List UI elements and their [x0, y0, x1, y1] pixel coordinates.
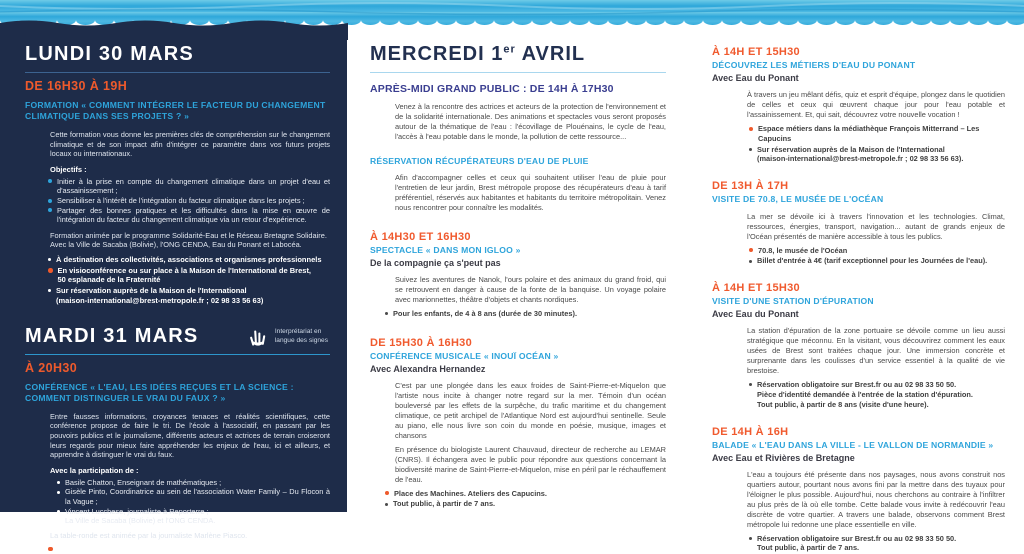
participant-item: [57, 516, 330, 526]
info-line: En visioconférence ou sur place à la Maison de l'International de Brest,: [57, 265, 312, 275]
objective-item: [48, 206, 330, 225]
info-line: 50 esplanade de la Fraternité: [57, 275, 161, 285]
info-line: (maison-international@brest-metropole.fr ; 02 98 33 56 63): [56, 296, 264, 306]
venue-text: Auditorium d'Océanopolis. Accès bus ligne 3 arrêt Océanopolis.: [57, 544, 287, 554]
bullet-dot-icon: [57, 510, 60, 513]
igloo-time: À 14H30 ET 16H30: [370, 230, 471, 243]
event-organizer: Avec Eau et Rivières de Bretagne: [712, 452, 855, 463]
participants-list: [57, 478, 330, 526]
event-body: La station d'épuration de la zone portuaire se dévoile comme un lieu aussi stratégique que méconnu. En la visitant, vous découvrirez comment les eaux usées de Brest sont traitées chaque jour. Une immersion concrète et surprenante dans les coulisses d'un service essentiel à la qualité de vie brestoise.: [747, 326, 1005, 376]
event-time: À 14H ET 15H30: [712, 282, 800, 295]
inoui-artist: Avec Alexandra Hernandez: [370, 363, 486, 374]
bullet-dot-icon: [749, 383, 752, 386]
day-title-monday: LUNDI 30 MARS: [25, 43, 194, 65]
bullet-dot-icon: [749, 148, 752, 151]
inoui-heading: CONFÉRENCE MUSICALE « INOUÏ OCÉAN »: [370, 350, 559, 361]
igloo-company: De la compagnie ça s'peut pas: [370, 258, 501, 269]
tuesday-intro: Entre fausses informations, croyances tenaces et réalités scientifiques, cette conférence propose de faire le tri. De l'école à l'associatif, en passant par les pouvoirs publics et le journalisme, différents acteurs et actrices de terrain croiseront leurs regards pour mieux faire appréhender les enjeux de l'eau, ici et ailleurs, et apprendre à distinguer le vrai du faux.: [50, 411, 330, 460]
bullet-dot-icon: [48, 268, 53, 273]
participants-label: Avec la participation de :: [50, 465, 139, 475]
bullet-line: Sur réservation auprès de la Maison de l'International: [757, 144, 945, 154]
bullet-dot-icon: [385, 312, 388, 315]
tuesday-time: À 20H30: [25, 360, 78, 375]
monday-info-list: [48, 255, 330, 306]
event-bullets: [749, 246, 1005, 267]
bullet-text: Place des Machines. Ateliers des Capucins.: [394, 488, 547, 498]
bullet-text: 70.8, le musée de l'Océan: [758, 245, 848, 255]
inoui-bullets: [385, 489, 666, 510]
left-panel: [0, 28, 347, 554]
objective-text: Initier à la prise en compte du changement climatique dans un projet d'eau et d'assainissement ;: [57, 176, 330, 196]
bullet-item: [749, 145, 1005, 165]
divider-tuesday: [25, 354, 330, 355]
participant-text: Basile Chatton, Enseignant de mathématiques ;: [65, 477, 222, 487]
info-item: [48, 544, 330, 554]
event-bullets: [749, 124, 1005, 164]
bullet-dot-icon: [48, 199, 52, 203]
event-time: DE 14H À 16H: [712, 425, 789, 438]
monday-intro: Cette formation vous donne les premières clés de compréhension sur le changement climatique et de son impact afin d'intégrer ce paramètre dans vos futurs projets locaux ou internationaux.: [50, 129, 330, 159]
bullet-item: [749, 534, 1005, 554]
bullet-dot-icon: [385, 503, 388, 506]
water-band-decoration: [0, 0, 1024, 44]
water-wave-svg: [0, 0, 1024, 44]
event-bullets: [749, 380, 1005, 409]
info-line: Sur réservation auprès de la Maison de l'International: [56, 286, 247, 296]
igloo-bullets: [385, 309, 666, 319]
event-heading: DÉCOUVREZ LES MÉTIERS D'EAU DU PONANT: [712, 60, 916, 71]
bullet-line: Tout public, à partir de 8 ans (visite d'une heure).: [757, 399, 929, 409]
bullet-dot-icon: [48, 179, 52, 183]
bullet-dot-icon: [749, 537, 752, 540]
inoui-body-1: C'est par une plongée dans les eaux froides de Saint-Pierre-et-Miquelon que l'artiste nous incite à changer notre regard sur la mer. Témoin d'un océan bouleversé par les effets de la surpêche, du trafic maritime et du changement climatique, ce petit archipel de l'Atlantique Nord est aujourd'hui sentinelle. Seule au piano, elle nous livre son coin du monde en poésie, musique, images et chansons: [395, 380, 666, 440]
bullet-dot-icon: [48, 258, 51, 261]
bullet-dot-icon: [385, 491, 389, 495]
bullet-item: [385, 499, 666, 509]
objective-text: Sensibiliser à l'intérêt de l'intégration du facteur climatique dans les projets ;: [57, 195, 305, 205]
bullet-item: [749, 124, 1005, 144]
objective-item: [48, 196, 330, 206]
igloo-body: Suivez les aventures de Nanok, l'ours polaire et des animaux du grand froid, qui se retrouvent en danger à cause de la fonte de la banquise. Un voyage polaire avec marionnettes, théâtre d'objets et chants nordiques.: [395, 274, 666, 304]
tuesday-event-heading: CONFÉRENCE « L'EAU, LES IDÉES REÇUES ET LA SCIENCE : COMMENT DISTINGUER LE VRAI DU FAUX ? »: [25, 381, 294, 404]
monday-animated-by: Formation animée par le programme Solidarité-Eau et le Réseau Bretagne Solidaire. Avec la Ville de Sacaba (Bolivie), l'ONG CENDA, Eau du Ponant et Labocéa.: [50, 230, 327, 250]
bullet-dot-icon: [749, 260, 752, 263]
sign-language-icon: [247, 326, 269, 348]
objectives-list: [48, 177, 330, 225]
inoui-body-2: En présence du biologiste Laurent Chauvaud, directeur de recherche au LEMAR (CNRS). Il échangera avec le public pour répondre aux questions concernant la biodiversité marine de Saint-Pierre-et-Miquelon, mise en péril par le réchauffement de l'eau.: [395, 444, 666, 484]
bullet-dot-icon: [57, 519, 60, 522]
tuesday-moderation: La table-ronde est animée par la journaliste Marlène Piasco.: [50, 530, 248, 540]
objective-item: [48, 177, 330, 196]
objective-text: Partager des bonnes pratiques et les difficultés dans la mise en œuvre de l'intégration du facteur du changement climatique via un retour d'expérience.: [57, 205, 330, 225]
participant-item: [57, 478, 330, 488]
bullet-line: Pièce d'identité demandée à l'entrée de la station d'épuration.: [757, 389, 973, 399]
bullet-dot-icon: [749, 127, 753, 131]
participant-text: Gisèle Pinto, Coordinatrice au sein de l'association Water Family – Du Flocon à la Vague ;: [65, 487, 330, 506]
objectives-label: Objectifs :: [50, 164, 87, 174]
event-organizer: Avec Eau du Ponant: [712, 309, 799, 320]
monday-time: DE 16H30 À 19H: [25, 79, 128, 93]
tuesday-header-row: [25, 326, 330, 348]
day-title-wednesday: MERCREDI 1er AVRIL: [370, 43, 586, 65]
bullet-dot-icon: [57, 491, 60, 494]
bullet-dot-icon: [48, 208, 52, 212]
day-title-tuesday: MARDI 31 MARS: [25, 324, 199, 347]
monday-event-heading: FORMATION « COMMENT INTÉGRER LE FACTEUR DU CHANGEMENT CLIMATIQUE DANS SES PROJETS ? »: [25, 99, 326, 122]
bullet-item: [385, 309, 666, 319]
bullet-dot-icon: [749, 248, 753, 252]
bullet-dot-icon: [48, 289, 51, 292]
bullet-item: [749, 256, 1005, 266]
tuesday-venue-row: [48, 544, 330, 554]
event-heading: BALADE « L'EAU DANS LA VILLE - LE VALLON DE NORMANDIE »: [712, 439, 994, 450]
sign-language-badge: [247, 326, 328, 348]
bullet-dot-icon: [48, 547, 53, 552]
event-heading: VISITE DE 70.8, LE MUSÉE DE L'OCÉAN: [712, 194, 884, 205]
recuperateurs-body: Afin d'accompagner celles et ceux qui souhaitent utiliser l'eau de pluie pour l'entretien de leur jardin, Brest métropole propose des récupérateurs d'eau à tarif préférentiel, réservés aux habitantes et habitants du territoire métropolitain. Venez nous rencontrer pour connaître les modalités.: [395, 172, 666, 212]
inoui-time: DE 15H30 À 16H30: [370, 336, 473, 349]
bullet-text: Espace métiers dans la médiathèque François Mitterrand – Les Capucins: [758, 124, 980, 143]
event-body: À travers un jeu mêlant défis, quiz et esprit d'équipe, plongez dans le quotidien de celles et ceux qui œuvrent chaque jour pour l'eau potable et l'assainissement. Et, qui sait, découvrez votre nouvelle vocation !: [747, 90, 1005, 120]
participant-item: [57, 507, 330, 517]
info-item: [48, 286, 330, 306]
event-body: La mer se dévoile ici à travers l'innovation et les technologies. Climat, ressources, énergies, transport, navigation... autant de grands enjeux de l'Océan présentés de manière accessible à tous les publics.: [747, 211, 1005, 241]
event-organizer: Avec Eau du Ponant: [712, 73, 799, 84]
info-line: À destination des collectivités, associations et organismes professionnels: [56, 254, 322, 264]
grand-public-heading: APRÈS-MIDI GRAND PUBLIC : DE 14H À 17H30: [370, 83, 614, 95]
participant-text: Vincent Lucchese, journaliste à Reporterre ;: [65, 506, 209, 516]
bullet-text: Tout public, à partir de 7 ans.: [393, 499, 496, 509]
right-events-column: [712, 46, 1005, 553]
grand-public-body: Venez à la rencontre des actrices et acteurs de la protection de l'environnement et de la solidarité internationale. Des animations et spectacles vous seront proposés autour de la thématique de l'eau : l'écovillage de Plouénains, le cycle de l'eau, l'accès à l'eau potable dans le monde, la pollution de cette ressource...: [395, 101, 666, 141]
bullet-item: [749, 246, 1005, 256]
sign-language-label: Interprétariat en langue des signes: [274, 328, 328, 344]
divider-monday: [25, 72, 330, 73]
bullet-line: (maison-international@brest-metropole.fr ; 02 98 33 56 63).: [757, 154, 964, 164]
event-time: À 14H ET 15H30: [712, 46, 800, 58]
participant-item: [57, 487, 330, 506]
event-bullets: [749, 534, 1005, 554]
bullet-item: [749, 380, 1005, 409]
ordinal-superscript: er: [503, 43, 516, 56]
event-heading: VISITE D'UNE STATION D'ÉPURATION: [712, 296, 874, 307]
info-item: [48, 255, 330, 265]
bullet-item: [385, 489, 666, 499]
participant-text: La Ville de Sacaba (Bolivie) et l'ONG CENDA.: [65, 516, 216, 526]
event-body: L'eau a toujours été présente dans nos paysages, nous avons construit nos quartiers autour, pourtant nous avons fini par la mettre dans des tuyaux pour l'éloigner le plus possible. Aujourd'hui, nous cherchons au contraire à l'infiltrer au plus près de là où elle tombe. Cette balade vous invite à redécouvrir l'eau discrète de votre quartier. A travers une balade, observons comment Brest métropole lui redonne une place essentielle en ville.: [747, 469, 1005, 529]
wednesday-column: [370, 44, 666, 509]
bullet-line: Billet d'entrée à 4€ (tarif exceptionnel pour les Journées de l'eau).: [757, 256, 988, 266]
info-item: [48, 266, 330, 286]
bullet-line: Réservation obligatoire sur Brest.fr ou au 02 98 33 50 50.: [757, 533, 957, 543]
bullet-dot-icon: [57, 481, 60, 484]
bullet-line: Réservation obligatoire sur Brest.fr ou au 02 98 33 50 50.: [757, 380, 957, 390]
divider-wednesday: [370, 72, 666, 73]
bullet-text: Pour les enfants, de 4 à 8 ans (durée de 30 minutes).: [393, 308, 578, 318]
event-time: DE 13H À 17H: [712, 180, 789, 193]
recuperateurs-heading: RÉSERVATION RÉCUPÉRATEURS D'EAU DE PLUIE: [370, 155, 589, 166]
bullet-line: Tout public, à partir de 7 ans.: [757, 543, 860, 553]
igloo-heading: SPECTACLE « DANS MON IGLOO »: [370, 244, 521, 255]
